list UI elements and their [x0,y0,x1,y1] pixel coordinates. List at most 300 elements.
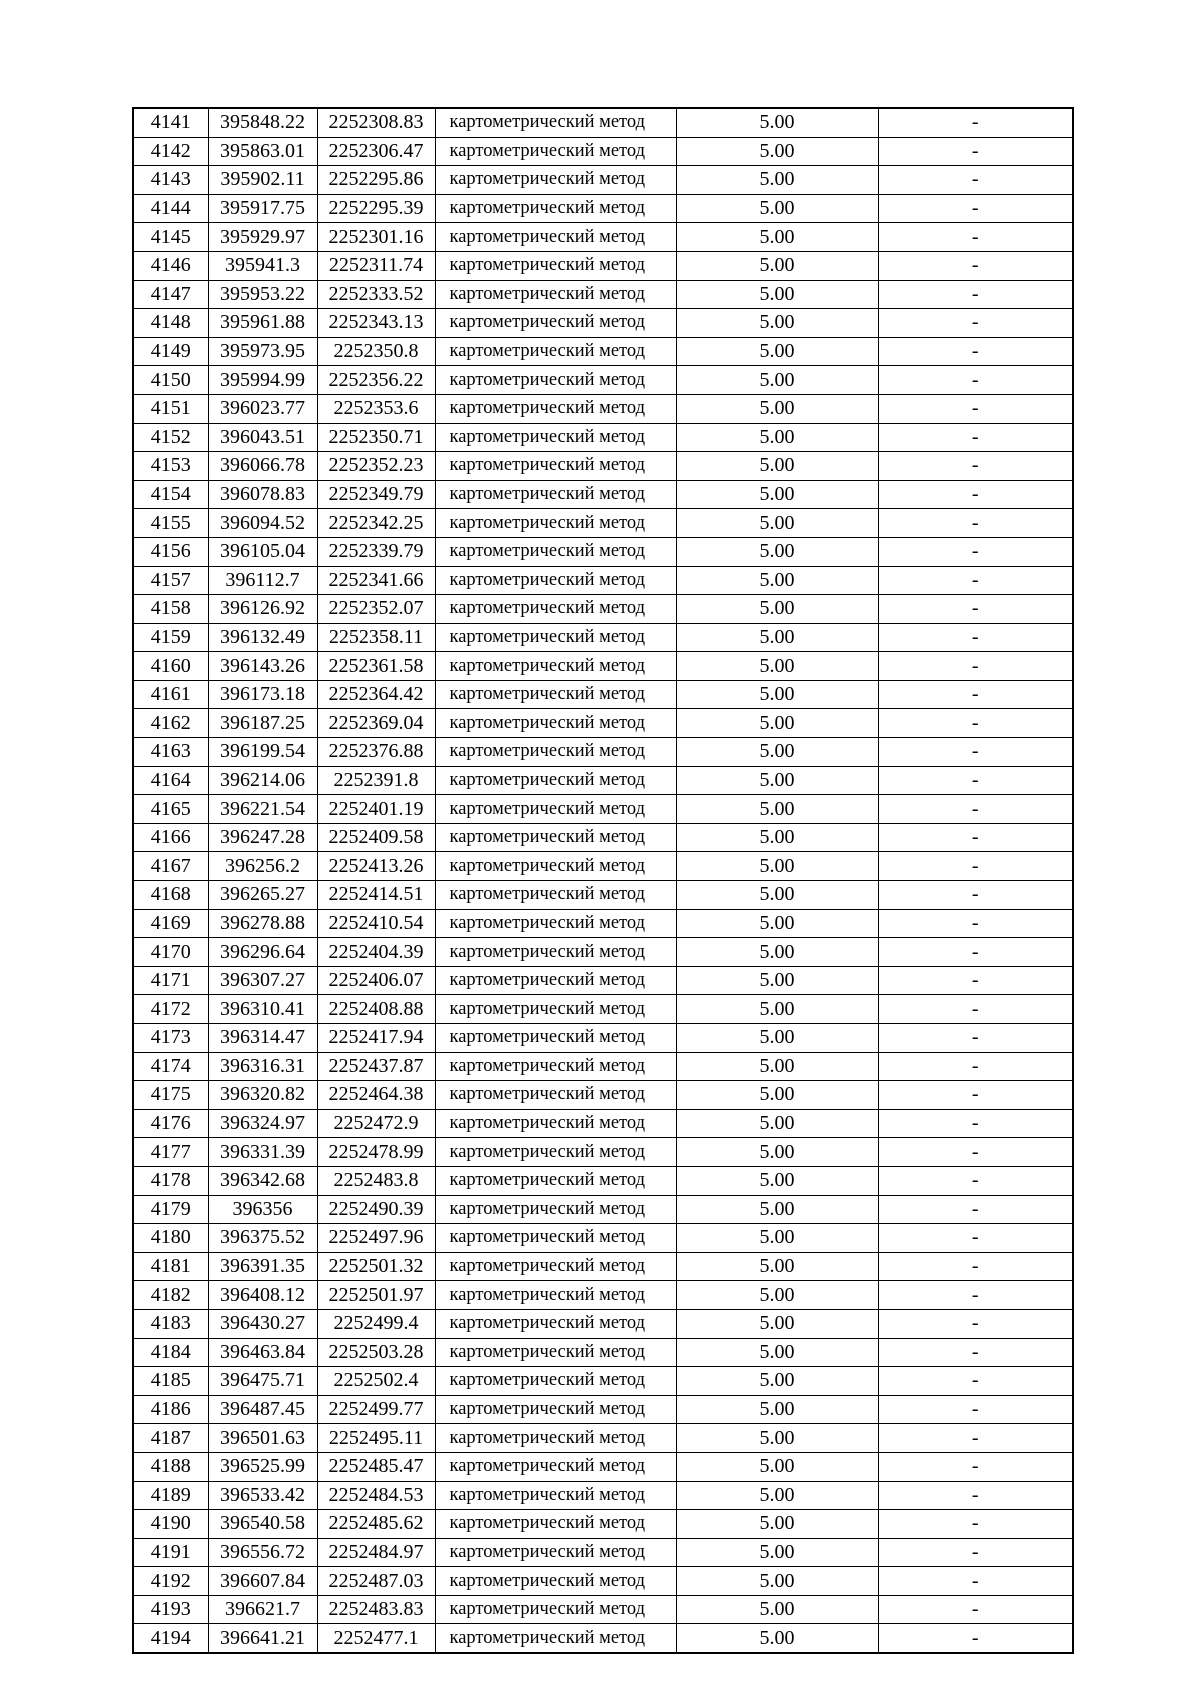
note-cell: - [878,881,1073,910]
x-coordinate-cell: 395994.99 [208,366,317,395]
accuracy-cell: 5.00 [676,1452,878,1481]
note-cell: - [878,394,1073,423]
accuracy-cell: 5.00 [676,1510,878,1539]
y-coordinate-cell: 2252350.71 [317,423,435,452]
y-coordinate-cell: 2252306.47 [317,137,435,166]
method-cell: картометрический метод [435,223,676,252]
method-cell: картометрический метод [435,938,676,967]
x-coordinate-cell: 395848.22 [208,108,317,137]
table-row [133,709,1073,738]
table-row [133,366,1073,395]
point-number-cell: 4169 [133,909,208,938]
accuracy-cell: 5.00 [676,852,878,881]
note-cell: - [878,1424,1073,1453]
y-coordinate-cell: 2252358.11 [317,623,435,652]
y-coordinate-cell: 2252341.66 [317,566,435,595]
y-coordinate-cell: 2252478.99 [317,1138,435,1167]
accuracy-cell: 5.00 [676,1252,878,1281]
x-coordinate-cell: 396314.47 [208,1024,317,1053]
method-cell: картометрический метод [435,1281,676,1310]
point-number-cell: 4189 [133,1481,208,1510]
method-cell: картометрический метод [435,1052,676,1081]
y-coordinate-cell: 2252401.19 [317,795,435,824]
method-cell: картометрический метод [435,966,676,995]
method-cell: картометрический метод [435,995,676,1024]
table-row [133,394,1073,423]
x-coordinate-cell: 395902.11 [208,166,317,195]
table-row [133,337,1073,366]
note-cell: - [878,823,1073,852]
x-coordinate-cell: 396078.83 [208,480,317,509]
x-coordinate-cell: 396607.84 [208,1567,317,1596]
x-coordinate-cell: 395917.75 [208,194,317,223]
note-cell: - [878,309,1073,338]
note-cell: - [878,938,1073,967]
method-cell: картометрический метод [435,1481,676,1510]
y-coordinate-cell: 2252333.52 [317,280,435,309]
point-number-cell: 4170 [133,938,208,967]
point-number-cell: 4190 [133,1510,208,1539]
accuracy-cell: 5.00 [676,823,878,852]
y-coordinate-cell: 2252485.62 [317,1510,435,1539]
accuracy-cell: 5.00 [676,1024,878,1053]
y-coordinate-cell: 2252497.96 [317,1224,435,1253]
note-cell: - [878,966,1073,995]
note-cell: - [878,1338,1073,1367]
table-row [133,966,1073,995]
point-number-cell: 4155 [133,509,208,538]
note-cell: - [878,1224,1073,1253]
y-coordinate-cell: 2252501.32 [317,1252,435,1281]
note-cell: - [878,509,1073,538]
table-row [133,1309,1073,1338]
note-cell: - [878,537,1073,566]
table-row [133,766,1073,795]
y-coordinate-cell: 2252413.26 [317,852,435,881]
y-coordinate-cell: 2252490.39 [317,1195,435,1224]
method-cell: картометрический метод [435,1309,676,1338]
point-number-cell: 4161 [133,680,208,709]
point-number-cell: 4162 [133,709,208,738]
y-coordinate-cell: 2252484.97 [317,1538,435,1567]
y-coordinate-cell: 2252364.42 [317,680,435,709]
x-coordinate-cell: 395953.22 [208,280,317,309]
point-number-cell: 4178 [133,1166,208,1195]
note-cell: - [878,452,1073,481]
point-number-cell: 4193 [133,1595,208,1624]
method-cell: картометрический метод [435,795,676,824]
point-number-cell: 4185 [133,1367,208,1396]
note-cell: - [878,1510,1073,1539]
note-cell: - [878,1595,1073,1624]
x-coordinate-cell: 396247.28 [208,823,317,852]
y-coordinate-cell: 2252343.13 [317,309,435,338]
point-number-cell: 4141 [133,108,208,137]
note-cell: - [878,194,1073,223]
note-cell: - [878,709,1073,738]
y-coordinate-cell: 2252352.23 [317,452,435,481]
table-row [133,1481,1073,1510]
y-coordinate-cell: 2252301.16 [317,223,435,252]
point-number-cell: 4153 [133,452,208,481]
y-coordinate-cell: 2252350.8 [317,337,435,366]
method-cell: картометрический метод [435,194,676,223]
x-coordinate-cell: 396487.45 [208,1395,317,1424]
note-cell: - [878,1166,1073,1195]
point-number-cell: 4194 [133,1624,208,1653]
table-row [133,909,1073,938]
accuracy-cell: 5.00 [676,423,878,452]
note-cell: - [878,738,1073,767]
accuracy-cell: 5.00 [676,1595,878,1624]
accuracy-cell: 5.00 [676,166,878,195]
table-row [133,680,1073,709]
point-number-cell: 4192 [133,1567,208,1596]
table-row [133,1338,1073,1367]
x-coordinate-cell: 395863.01 [208,137,317,166]
x-coordinate-cell: 396356 [208,1195,317,1224]
table-row [133,738,1073,767]
point-number-cell: 4150 [133,366,208,395]
x-coordinate-cell: 396408.12 [208,1281,317,1310]
note-cell: - [878,566,1073,595]
accuracy-cell: 5.00 [676,223,878,252]
method-cell: картометрический метод [435,1567,676,1596]
y-coordinate-cell: 2252485.47 [317,1452,435,1481]
x-coordinate-cell: 396463.84 [208,1338,317,1367]
point-number-cell: 4174 [133,1052,208,1081]
method-cell: картометрический метод [435,909,676,938]
table-row [133,423,1073,452]
x-coordinate-cell: 396641.21 [208,1624,317,1653]
y-coordinate-cell: 2252499.4 [317,1309,435,1338]
point-number-cell: 4168 [133,881,208,910]
method-cell: картометрический метод [435,452,676,481]
table-row [133,938,1073,967]
method-cell: картометрический метод [435,1224,676,1253]
accuracy-cell: 5.00 [676,1538,878,1567]
y-coordinate-cell: 2252409.58 [317,823,435,852]
y-coordinate-cell: 2252406.07 [317,966,435,995]
table-row [133,595,1073,624]
table-row [133,1367,1073,1396]
x-coordinate-cell: 396221.54 [208,795,317,824]
y-coordinate-cell: 2252483.8 [317,1166,435,1195]
note-cell: - [878,337,1073,366]
accuracy-cell: 5.00 [676,537,878,566]
point-number-cell: 4186 [133,1395,208,1424]
method-cell: картометрический метод [435,1538,676,1567]
y-coordinate-cell: 2252472.9 [317,1109,435,1138]
accuracy-cell: 5.00 [676,1166,878,1195]
x-coordinate-cell: 396310.41 [208,995,317,1024]
method-cell: картометрический метод [435,509,676,538]
point-number-cell: 4143 [133,166,208,195]
x-coordinate-cell: 396525.99 [208,1452,317,1481]
method-cell: картометрический метод [435,623,676,652]
y-coordinate-cell: 2252437.87 [317,1052,435,1081]
table-row [133,1424,1073,1453]
x-coordinate-cell: 395941.3 [208,251,317,280]
note-cell: - [878,680,1073,709]
y-coordinate-cell: 2252352.07 [317,595,435,624]
y-coordinate-cell: 2252404.39 [317,938,435,967]
table-row [133,1567,1073,1596]
note-cell: - [878,909,1073,938]
x-coordinate-cell: 395929.97 [208,223,317,252]
point-number-cell: 4176 [133,1109,208,1138]
note-cell: - [878,795,1073,824]
table-row [133,1510,1073,1539]
y-coordinate-cell: 2252410.54 [317,909,435,938]
table-row [133,309,1073,338]
table-row [133,1538,1073,1567]
point-number-cell: 4191 [133,1538,208,1567]
y-coordinate-cell: 2252342.25 [317,509,435,538]
note-cell: - [878,1281,1073,1310]
method-cell: картометрический метод [435,423,676,452]
point-number-cell: 4165 [133,795,208,824]
note-cell: - [878,166,1073,195]
table-row [133,1224,1073,1253]
accuracy-cell: 5.00 [676,881,878,910]
note-cell: - [878,480,1073,509]
method-cell: картометрический метод [435,680,676,709]
note-cell: - [878,423,1073,452]
accuracy-cell: 5.00 [676,652,878,681]
accuracy-cell: 5.00 [676,394,878,423]
accuracy-cell: 5.00 [676,966,878,995]
table-row [133,995,1073,1024]
y-coordinate-cell: 2252499.77 [317,1395,435,1424]
table-row [133,1395,1073,1424]
note-cell: - [878,1052,1073,1081]
table-row [133,166,1073,195]
table-row [133,1624,1073,1653]
table-row [133,881,1073,910]
table-row [133,1109,1073,1138]
x-coordinate-cell: 396391.35 [208,1252,317,1281]
x-coordinate-cell: 396540.58 [208,1510,317,1539]
y-coordinate-cell: 2252487.03 [317,1567,435,1596]
point-number-cell: 4183 [133,1309,208,1338]
point-number-cell: 4158 [133,595,208,624]
method-cell: картометрический метод [435,709,676,738]
table-row [133,795,1073,824]
x-coordinate-cell: 396501.63 [208,1424,317,1453]
x-coordinate-cell: 396126.92 [208,595,317,624]
table-row [133,1138,1073,1167]
method-cell: картометрический метод [435,652,676,681]
note-cell: - [878,1109,1073,1138]
point-number-cell: 4177 [133,1138,208,1167]
accuracy-cell: 5.00 [676,251,878,280]
accuracy-cell: 5.00 [676,1195,878,1224]
x-coordinate-cell: 395961.88 [208,309,317,338]
method-cell: картометрический метод [435,1081,676,1110]
accuracy-cell: 5.00 [676,1109,878,1138]
table-row [133,194,1073,223]
accuracy-cell: 5.00 [676,337,878,366]
accuracy-cell: 5.00 [676,738,878,767]
y-coordinate-cell: 2252339.79 [317,537,435,566]
accuracy-cell: 5.00 [676,1309,878,1338]
note-cell: - [878,251,1073,280]
point-number-cell: 4188 [133,1452,208,1481]
accuracy-cell: 5.00 [676,938,878,967]
x-coordinate-cell: 396187.25 [208,709,317,738]
accuracy-cell: 5.00 [676,1481,878,1510]
accuracy-cell: 5.00 [676,1138,878,1167]
table-row [133,137,1073,166]
method-cell: картометрический метод [435,1138,676,1167]
note-cell: - [878,223,1073,252]
method-cell: картометрический метод [435,1252,676,1281]
accuracy-cell: 5.00 [676,137,878,166]
method-cell: картометрический метод [435,137,676,166]
accuracy-cell: 5.00 [676,1224,878,1253]
method-cell: картометрический метод [435,309,676,338]
method-cell: картометрический метод [435,738,676,767]
note-cell: - [878,1452,1073,1481]
note-cell: - [878,852,1073,881]
method-cell: картометрический метод [435,166,676,195]
table-row [133,251,1073,280]
table-row [133,1595,1073,1624]
method-cell: картометрический метод [435,566,676,595]
method-cell: картометрический метод [435,537,676,566]
x-coordinate-cell: 396132.49 [208,623,317,652]
x-coordinate-cell: 396375.52 [208,1224,317,1253]
accuracy-cell: 5.00 [676,1567,878,1596]
accuracy-cell: 5.00 [676,309,878,338]
note-cell: - [878,137,1073,166]
method-cell: картометрический метод [435,1395,676,1424]
y-coordinate-cell: 2252353.6 [317,394,435,423]
accuracy-cell: 5.00 [676,1338,878,1367]
method-cell: картометрический метод [435,1024,676,1053]
note-cell: - [878,108,1073,137]
note-cell: - [878,1538,1073,1567]
method-cell: картометрический метод [435,251,676,280]
method-cell: картометрический метод [435,1624,676,1653]
y-coordinate-cell: 2252308.83 [317,108,435,137]
y-coordinate-cell: 2252464.38 [317,1081,435,1110]
point-number-cell: 4149 [133,337,208,366]
point-number-cell: 4175 [133,1081,208,1110]
x-coordinate-cell: 396214.06 [208,766,317,795]
accuracy-cell: 5.00 [676,566,878,595]
x-coordinate-cell: 396316.31 [208,1052,317,1081]
method-cell: картометрический метод [435,1109,676,1138]
coordinates-table [132,107,1074,1654]
y-coordinate-cell: 2252356.22 [317,366,435,395]
point-number-cell: 4167 [133,852,208,881]
x-coordinate-cell: 396173.18 [208,680,317,709]
x-coordinate-cell: 396556.72 [208,1538,317,1567]
method-cell: картометрический метод [435,823,676,852]
accuracy-cell: 5.00 [676,108,878,137]
accuracy-cell: 5.00 [676,452,878,481]
table-row [133,1195,1073,1224]
accuracy-cell: 5.00 [676,1081,878,1110]
y-coordinate-cell: 2252369.04 [317,709,435,738]
point-number-cell: 4182 [133,1281,208,1310]
y-coordinate-cell: 2252376.88 [317,738,435,767]
table-row [133,108,1073,137]
table-row [133,566,1073,595]
method-cell: картометрический метод [435,480,676,509]
x-coordinate-cell: 396331.39 [208,1138,317,1167]
point-number-cell: 4151 [133,394,208,423]
point-number-cell: 4147 [133,280,208,309]
point-number-cell: 4142 [133,137,208,166]
point-number-cell: 4171 [133,966,208,995]
note-cell: - [878,1567,1073,1596]
x-coordinate-cell: 396342.68 [208,1166,317,1195]
method-cell: картометрический метод [435,1510,676,1539]
note-cell: - [878,1081,1073,1110]
x-coordinate-cell: 396112.7 [208,566,317,595]
point-number-cell: 4145 [133,223,208,252]
y-coordinate-cell: 2252391.8 [317,766,435,795]
y-coordinate-cell: 2252408.88 [317,995,435,1024]
point-number-cell: 4148 [133,309,208,338]
y-coordinate-cell: 2252295.39 [317,194,435,223]
method-cell: картометрический метод [435,394,676,423]
method-cell: картометрический метод [435,108,676,137]
x-coordinate-cell: 396278.88 [208,909,317,938]
table-row [133,223,1073,252]
accuracy-cell: 5.00 [676,366,878,395]
method-cell: картометрический метод [435,1452,676,1481]
point-number-cell: 4179 [133,1195,208,1224]
y-coordinate-cell: 2252295.86 [317,166,435,195]
x-coordinate-cell: 396307.27 [208,966,317,995]
note-cell: - [878,1309,1073,1338]
table-row [133,280,1073,309]
method-cell: картометрический метод [435,852,676,881]
point-number-cell: 4173 [133,1024,208,1053]
x-coordinate-cell: 396043.51 [208,423,317,452]
method-cell: картометрический метод [435,1338,676,1367]
table-row [133,652,1073,681]
note-cell: - [878,766,1073,795]
table-row [133,452,1073,481]
x-coordinate-cell: 396296.64 [208,938,317,967]
note-cell: - [878,1624,1073,1653]
table-row [133,1252,1073,1281]
point-number-cell: 4160 [133,652,208,681]
accuracy-cell: 5.00 [676,1367,878,1396]
method-cell: картометрический метод [435,1195,676,1224]
point-number-cell: 4163 [133,738,208,767]
x-coordinate-cell: 396265.27 [208,881,317,910]
table-row [133,852,1073,881]
point-number-cell: 4156 [133,537,208,566]
table-row [133,480,1073,509]
point-number-cell: 4166 [133,823,208,852]
note-cell: - [878,652,1073,681]
accuracy-cell: 5.00 [676,995,878,1024]
table-row [133,1052,1073,1081]
x-coordinate-cell: 396621.7 [208,1595,317,1624]
table-row [133,537,1073,566]
point-number-cell: 4154 [133,480,208,509]
method-cell: картометрический метод [435,1424,676,1453]
y-coordinate-cell: 2252501.97 [317,1281,435,1310]
note-cell: - [878,995,1073,1024]
